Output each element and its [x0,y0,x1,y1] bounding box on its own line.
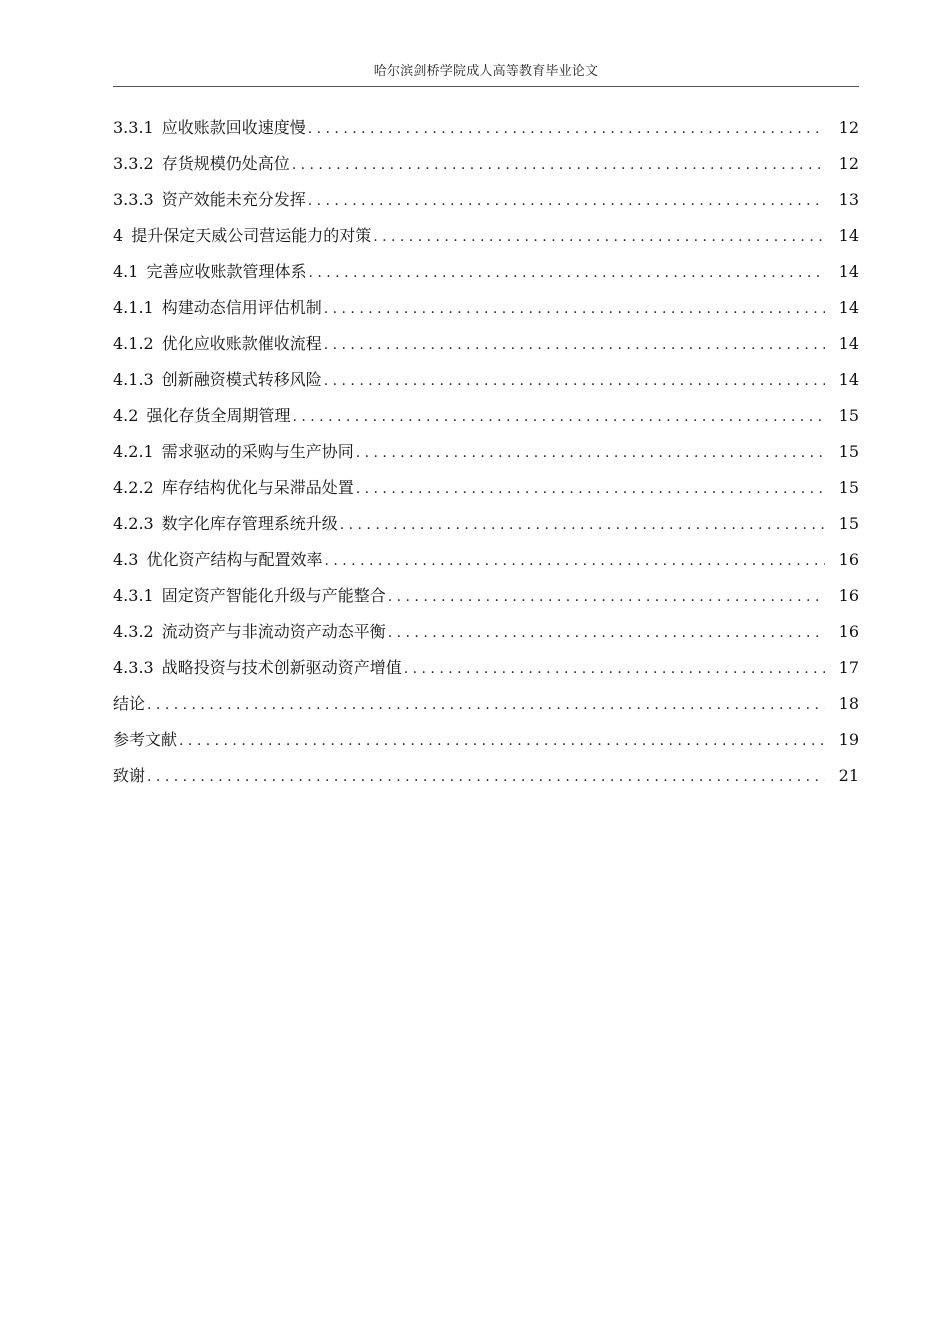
toc-entry-number: 4 [113,226,124,245]
toc-dot-leader [356,478,825,500]
toc-entry-number: 4.1.2 [113,334,154,353]
toc-entry-number: 4.2 [113,406,139,425]
toc-entry-number: 3.3.2 [113,154,154,173]
toc-entry-page: 14 [838,298,859,317]
toc-entry[interactable] [113,117,859,153]
toc-entry-number: 4.3.2 [113,622,154,641]
toc-dot-leader [388,622,825,644]
toc-entry-page: 16 [838,622,859,641]
toc-entry[interactable] [113,297,859,333]
table-of-contents [113,117,859,801]
toc-entry-page: 14 [838,226,859,245]
toc-entry-page: 14 [838,334,859,353]
toc-entry-title: 参考文献 [113,730,178,749]
toc-entry-number: 4.3.3 [113,658,154,677]
toc-entry[interactable] [113,513,859,549]
toc-entry-number: 4.2.3 [113,514,154,533]
toc-entry-title: 数字化库存管理系统升级 [161,514,338,533]
toc-entry-title: 存货规模仍处高位 [161,154,290,173]
toc-dot-leader [292,154,825,176]
toc-entry-title: 完善应收账款管理体系 [146,262,307,281]
toc-entry[interactable] [113,153,859,189]
toc-entry-page: 15 [838,478,859,497]
toc-entry-title: 需求驱动的采购与生产协同 [161,442,354,461]
toc-entry-page: 16 [838,586,859,605]
toc-dot-leader [308,262,824,284]
toc-entry-title: 战略投资与技术创新驱动资产增值 [161,658,402,677]
toc-entry[interactable] [113,657,859,693]
toc-entry-acknowledgements[interactable] [113,765,859,801]
toc-entry-page: 13 [838,190,859,209]
toc-entry-number: 3.3.1 [113,118,154,137]
toc-entry-conclusion[interactable] [113,693,859,729]
toc-dot-leader [292,406,824,428]
toc-dot-leader [324,550,824,572]
toc-entry[interactable] [113,549,859,585]
toc-entry-page: 21 [838,766,859,785]
toc-entry-number: 3.3.3 [113,190,154,209]
toc-entry[interactable] [113,261,859,297]
toc-entry[interactable] [113,189,859,225]
toc-entry-references[interactable] [113,729,859,765]
header-divider [113,86,859,87]
toc-entry[interactable] [113,369,859,405]
toc-entry-title: 结论 [113,694,146,713]
toc-entry-page: 18 [838,694,859,713]
toc-entry-title: 强化存货全周期管理 [146,406,291,425]
toc-entry-page: 12 [838,154,859,173]
toc-entry-number: 4.1.3 [113,370,154,389]
toc-dot-leader [340,514,825,536]
toc-entry-page: 14 [838,370,859,389]
toc-entry-number: 4.2.1 [113,442,154,461]
toc-dot-leader [324,334,825,356]
toc-entry-page: 15 [838,406,859,425]
toc-entry[interactable] [113,333,859,369]
toc-entry-number: 4.3 [113,550,139,569]
toc-dot-leader [356,442,825,464]
toc-dot-leader [308,190,825,212]
toc-entry-title: 应收账款回收速度慢 [161,118,306,137]
toc-entry-page: 15 [838,514,859,533]
toc-dot-leader [404,658,825,680]
running-header: 哈尔滨剑桥学院成人高等教育毕业论文 [373,64,599,79]
toc-entry-title: 库存结构优化与呆滞品处置 [161,478,354,497]
toc-entry-page: 14 [838,262,859,281]
toc-entry[interactable] [113,621,859,657]
toc-dot-leader [373,226,824,248]
toc-entry[interactable] [113,405,859,441]
toc-entry-page: 15 [838,442,859,461]
toc-entry-title: 优化资产结构与配置效率 [146,550,323,569]
toc-entry[interactable] [113,585,859,621]
toc-dot-leader [179,730,825,752]
toc-entry-title: 构建动态信用评估机制 [161,298,322,317]
toc-entry-page: 17 [838,658,859,677]
toc-entry[interactable] [113,225,859,261]
toc-dot-leader [147,694,825,716]
toc-entry-title: 资产效能未充分发挥 [161,190,306,209]
toc-entry-number: 4.2.2 [113,478,154,497]
toc-entry-page: 19 [838,730,859,749]
toc-entry-number: 4.1 [113,262,139,281]
toc-dot-leader [324,370,825,392]
toc-entry-page: 12 [838,118,859,137]
toc-entry-title: 提升保定天威公司营运能力的对策 [131,226,372,245]
toc-entry-number: 4.1.1 [113,298,154,317]
toc-dot-leader [147,766,825,788]
toc-entry[interactable] [113,477,859,513]
toc-entry-number: 4.3.1 [113,586,154,605]
toc-entry-page: 16 [838,550,859,569]
toc-dot-leader [324,298,825,320]
toc-dot-leader [388,586,825,608]
toc-entry[interactable] [113,441,859,477]
toc-entry-title: 流动资产与非流动资产动态平衡 [161,622,386,641]
toc-dot-leader [308,118,825,140]
toc-entry-title: 固定资产智能化升级与产能整合 [161,586,386,605]
toc-entry-title: 优化应收账款催收流程 [161,334,322,353]
toc-entry-title: 创新融资模式转移风险 [161,370,322,389]
toc-entry-title: 致谢 [113,766,146,785]
